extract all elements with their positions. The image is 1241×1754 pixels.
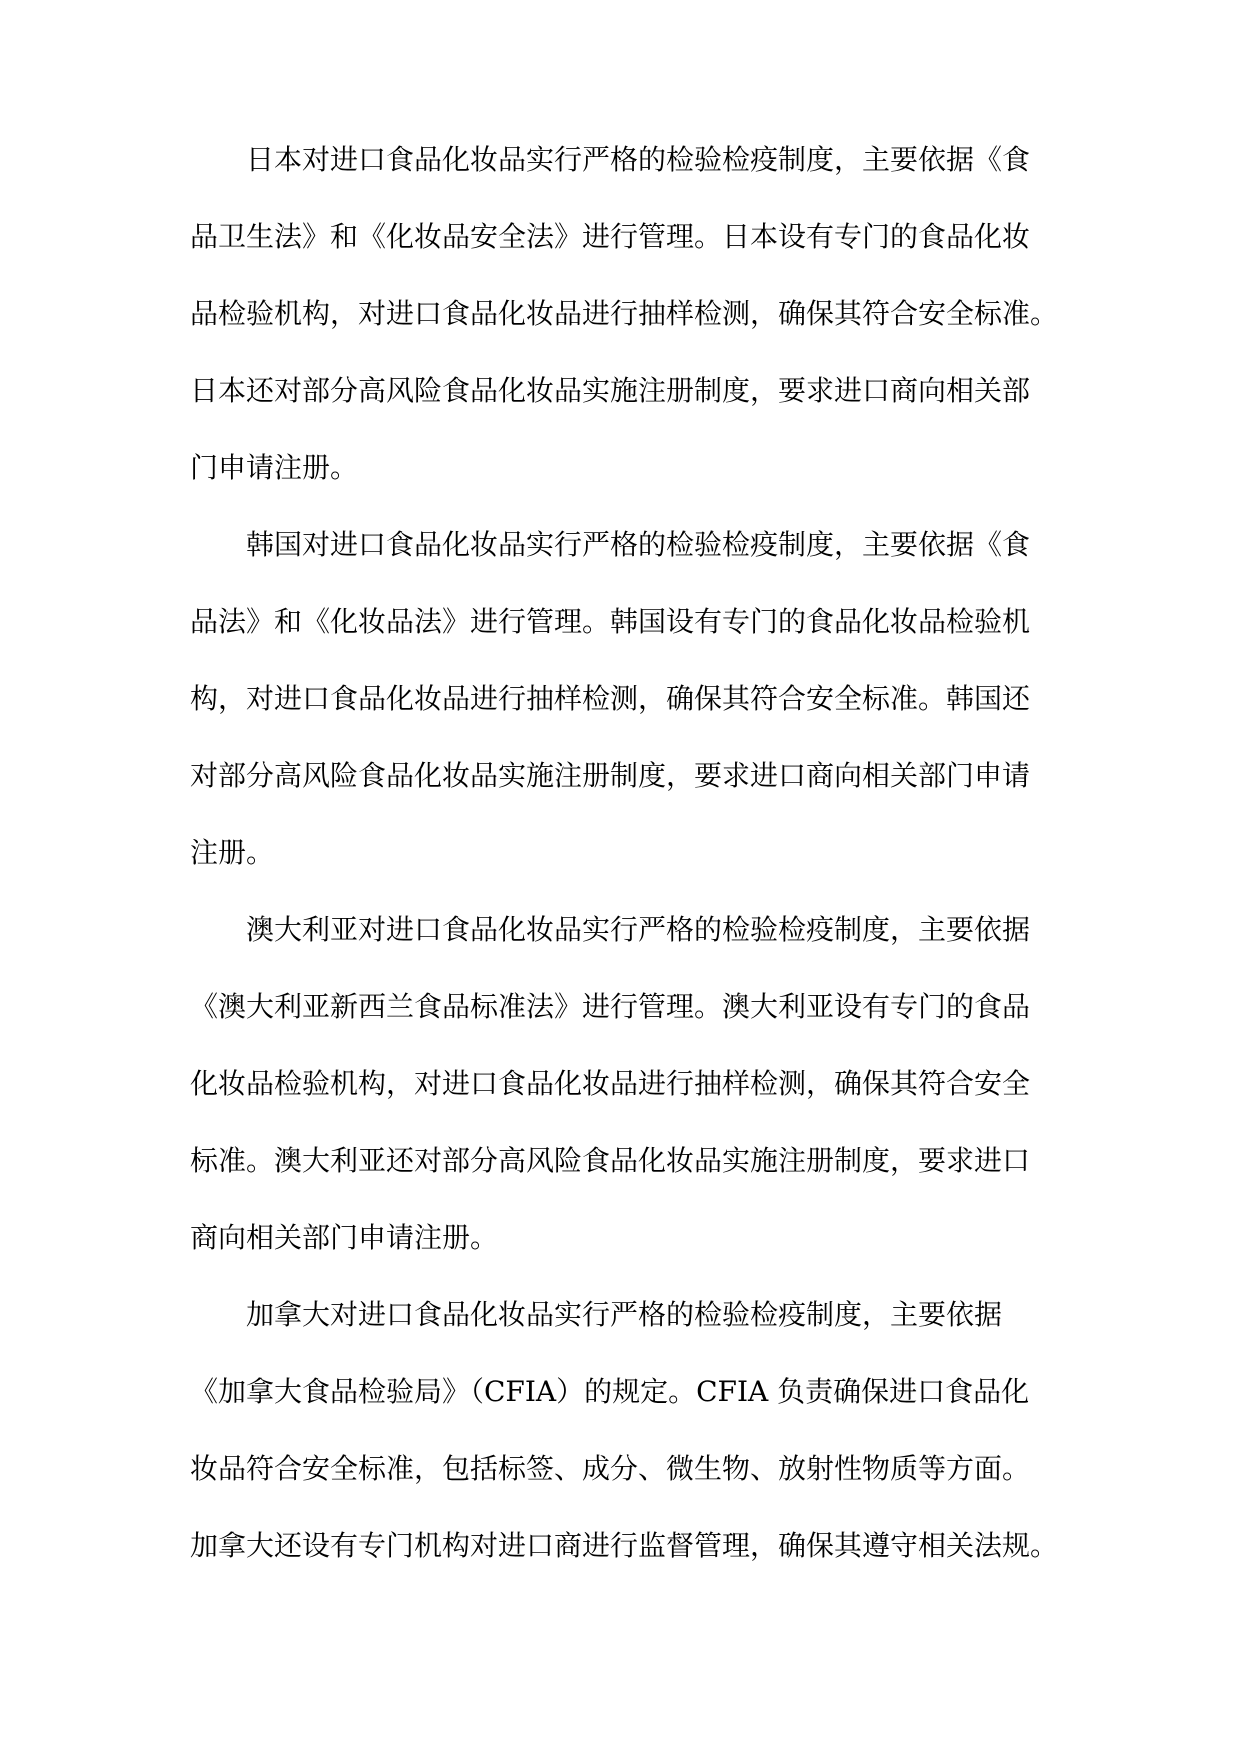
text-line: 《加拿大食品检验局》（CFIA）的规定。CFIA 负责确保进口食品化: [190, 1375, 1030, 1408]
text-line: 品卫生法》和《化妆品安全法》进行管理。日本设有专门的食品化妆: [190, 220, 1031, 253]
text-line: 注册。: [190, 836, 275, 869]
text-line: 韩国对进口食品化妆品实行严格的检验检疫制度，主要依据《食: [246, 528, 1031, 561]
text-line: 标准。澳大利亚还对部分高风险食品化妆品实施注册制度，要求进口: [190, 1144, 1031, 1177]
text-line: 商向相关部门申请注册。: [190, 1221, 499, 1254]
text-line: 对部分高风险食品化妆品实施注册制度，要求进口商向相关部门申请: [190, 759, 1031, 792]
text-line: 品法》和《化妆品法》进行管理。韩国设有专门的食品化妆品检验机: [190, 605, 1031, 638]
text-line: 《澳大利亚新西兰食品标准法》进行管理。澳大利亚设有专门的食品: [190, 990, 1031, 1023]
paragraph-japan: [190, 140, 1059, 525]
text-line: 构，对进口食品化妆品进行抽样检测，确保其符合安全标准。韩国还: [190, 682, 1031, 715]
text-line: 门申请注册。: [190, 451, 359, 484]
paragraph-korea: [190, 525, 1050, 910]
text-line: 品检验机构，对进口食品化妆品进行抽样检测，确保其符合安全标准。: [190, 297, 1059, 330]
paragraph-canada: [190, 1295, 1059, 1603]
text-line: 化妆品检验机构，对进口食品化妆品进行抽样检测，确保其符合安全: [190, 1067, 1031, 1100]
text-line: 加拿大还设有专门机构对进口商进行监督管理，确保其遵守相关法规。: [190, 1529, 1059, 1562]
text-line: 日本还对部分高风险食品化妆品实施注册制度，要求进口商向相关部: [190, 374, 1031, 407]
paragraph-australia: [190, 910, 1050, 1295]
text-line: 妆品符合安全标准，包括标签、成分、微生物、放射性物质等方面。: [190, 1452, 1031, 1485]
text-line: 日本对进口食品化妆品实行严格的检验检疫制度，主要依据《食: [246, 143, 1031, 176]
text-line: 澳大利亚对进口食品化妆品实行严格的检验检疫制度，主要依据: [246, 913, 1031, 946]
text-line: 加拿大对进口食品化妆品实行严格的检验检疫制度，主要依据: [246, 1298, 1003, 1331]
body-text: [190, 140, 1059, 1603]
